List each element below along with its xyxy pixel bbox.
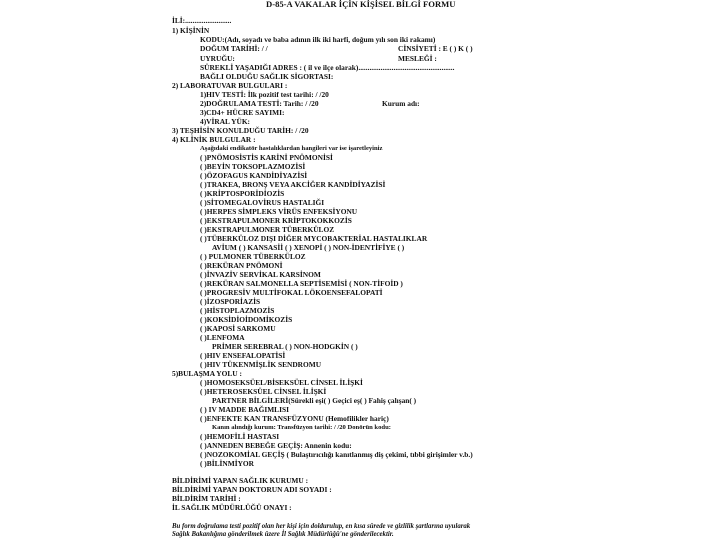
transmission-item: ( )HEMOFİLİ HASTASI bbox=[200, 432, 280, 441]
kurum-adi-field: Kurum adı: bbox=[382, 99, 420, 108]
clinical-item: ( )İNVAZİV SERVİKAL KARSİNOM bbox=[200, 270, 321, 279]
transfusion-details: Kanın alındığı kurum: Transfüzyon tarihi: / /20 Donörün kodu: bbox=[212, 424, 391, 431]
clinical-item: ( )HERPES SİMPLEKS VİRÜS ENFEKSİYONU bbox=[200, 207, 358, 216]
clinical-item: ( )HIV ENSEFALOPATİSİ bbox=[200, 351, 286, 360]
transmission-item: ( )ENFEKTE KAN TRANSFÜZYONU (Hemofilikler hariç) bbox=[200, 414, 389, 423]
transmission-item: ( )HETEROSEKSÜEL CİNSEL İLİŞKİ bbox=[200, 387, 327, 396]
form-title: D-85-A VAKALAR İÇİN KİŞİSEL BİLGİ FORMU bbox=[266, 0, 456, 9]
clinical-item: ( )LENFOMA bbox=[200, 333, 245, 342]
clinical-item: ( )HİSTOPLAZMOZİS bbox=[200, 306, 275, 315]
transmission-item: ( )NOZOKOMİAL GEÇİŞ ( Bulaştırıcılığı kanıtlanmış diş çekimi, tıbbi girişimler v.b.) bbox=[200, 450, 473, 459]
kodu-field: KODU:(Adı, soyadı ve baba adının ilk iki harfi, doğum yılı son iki rakamı) bbox=[200, 35, 436, 44]
cd4-field: 3)CD4+ HÜCRE SAYIMI: bbox=[200, 108, 285, 117]
transmission-item: ( )BİLİNMİYOR bbox=[200, 459, 254, 468]
clinical-item: ( )EKSTRAPULMONER KRİPTOKOKKOZİS bbox=[200, 216, 352, 225]
clinical-item: ( )REKÜRAN SALMONELLA SEPTİSEMİSİ ( NON-TİFOİD ) bbox=[200, 279, 403, 288]
partner-info: PARTNER BİLGİLERİ(Sürekli eşi( ) Geçici eş( ) Fahiş çalışan( ) bbox=[212, 396, 417, 405]
clinical-item: ( )KOKSİDİOİDOMİKOZİS bbox=[200, 315, 293, 324]
footer-note-line-2: Sağlık Bakanlığına gönderilmek üzere İl Sağlık Müdürlüğü'ne gönderilecektir. bbox=[172, 531, 394, 538]
sigorta-field: BAĞLI OLDUĞU SAĞLIK SİGORTASI: bbox=[200, 72, 334, 81]
footer-note-line-1: Bu form doğrulama testi pozitif olan her kişi için doldurulup, en kısa sürede ve gizlilik şartlarına uyularak bbox=[172, 523, 471, 530]
clinical-item: ( ) PULMONER TÜBERKÜLOZ bbox=[200, 252, 306, 261]
clinical-item: ( )PNÖMOSİSTİS KARİNİ PNÖMONİSİ bbox=[200, 153, 333, 162]
bildirim-tarihi: BİLDİRİM TARİHİ : bbox=[172, 494, 241, 503]
section-3-heading: 3) TEŞHİSİN KONULDUĞU TARİH: / /20 bbox=[172, 126, 309, 135]
transmission-item: ( ) IV MADDE BAĞIMLISI bbox=[200, 405, 289, 414]
clinical-subitem: PRİMER SEREBRAL ( ) NON-HODGKİN ( ) bbox=[212, 342, 358, 351]
bildirim-doktoru: BİLDİRİMİ YAPAN DOKTORUN ADI SOYADI : bbox=[172, 485, 332, 494]
clinical-item: ( )TRAKEA, BRONŞ VEYA AKCİĞER KANDİDİYAZİSİ bbox=[200, 180, 386, 189]
dogrulama-test-field: 2)DOĞRULAMA TESTİ: Tarih: / /20 bbox=[200, 99, 319, 108]
il-onayi: İL SAĞLIK MÜDÜRLÜĞÜ ONAYI : bbox=[172, 503, 292, 512]
hiv-test-field: 1)HIV TESTİ: İlk pozitif test tarihi: / /20 bbox=[200, 90, 329, 99]
il-field: İLİ:......................... bbox=[172, 16, 232, 25]
dogum-tarihi-field: DOĞUM TARİHİ: / / bbox=[200, 44, 268, 53]
clinical-item: ( )TÜBERKÜLOZ DIŞI DİĞER MYCOBAKTERİAL HASTALIKLAR bbox=[200, 234, 428, 243]
clinical-item: ( )SİTOMEGALOVİRUS HASTALIĞI bbox=[200, 198, 325, 207]
clinical-item: ( )HIV TÜKENMİŞLİK SENDROMU bbox=[200, 360, 322, 369]
transmission-item: ( )ANNEDEN BEBEĞE GEÇİŞ: Annenin kodu: bbox=[200, 441, 352, 450]
section-4-heading: 4) KLİNİK BULGULAR : bbox=[172, 135, 256, 144]
bildirim-kurumu: BİLDİRİMİ YAPAN SAĞLIK KURUMU : bbox=[172, 476, 309, 485]
cinsiyet-field: CİNSİYETİ : E ( ) K ( ) bbox=[398, 44, 473, 53]
uyrugu-field: UYRUĞU: bbox=[200, 54, 235, 63]
clinical-item: ( )REKÜRAN PNÖMONİ bbox=[200, 261, 283, 270]
clinical-item: ( )ÖZOFAGUS KANDİDİYAZİSİ bbox=[200, 171, 308, 180]
adres-field: SÜREKLİ YAŞADIĞI ADRES : ( il ve ilçe olarak).................................................... bbox=[200, 63, 455, 72]
viral-yuk-field: 4)VİRAL YÜK: bbox=[200, 117, 251, 126]
clinical-item: ( )İZOSPORİAZİS bbox=[200, 297, 261, 306]
clinical-item: ( )KAPOSİ SARKOMU bbox=[200, 324, 276, 333]
clinical-item: ( )KRİPTOSPORİDİOZİS bbox=[200, 189, 285, 198]
clinical-item: ( )PROGRESİV MULTİFOKAL LÖKOENSEFALOPATİ bbox=[200, 288, 383, 297]
section-5-heading: 5)BULAŞMA YOLU : bbox=[172, 369, 242, 378]
section-2-heading: 2) LABORATUVAR BULGULARI : bbox=[172, 81, 288, 90]
clinical-subitem: AVİUM ( ) KANSASİİ ( ) XENOPİ ( ) NON-İDENTİFİYE ( ) bbox=[212, 243, 405, 252]
meslegi-field: MESLEĞİ : bbox=[398, 54, 437, 63]
transmission-item: ( )HOMOSEKSÜEL/BİSEKSÜEL CİNSEL İLİŞKİ bbox=[200, 378, 363, 387]
clinical-item: ( )BEYİN TOKSOPLAZMOZİSİ bbox=[200, 162, 306, 171]
section-4-intro: Aşağıdaki endikatör hastalıklardan hangileri var ise işaretleyiniz bbox=[200, 145, 383, 152]
clinical-item: ( )EKSTRAPULMONER TÜBERKÜLOZ bbox=[200, 225, 335, 234]
section-1-heading: 1) KİŞİNİN bbox=[172, 26, 210, 35]
